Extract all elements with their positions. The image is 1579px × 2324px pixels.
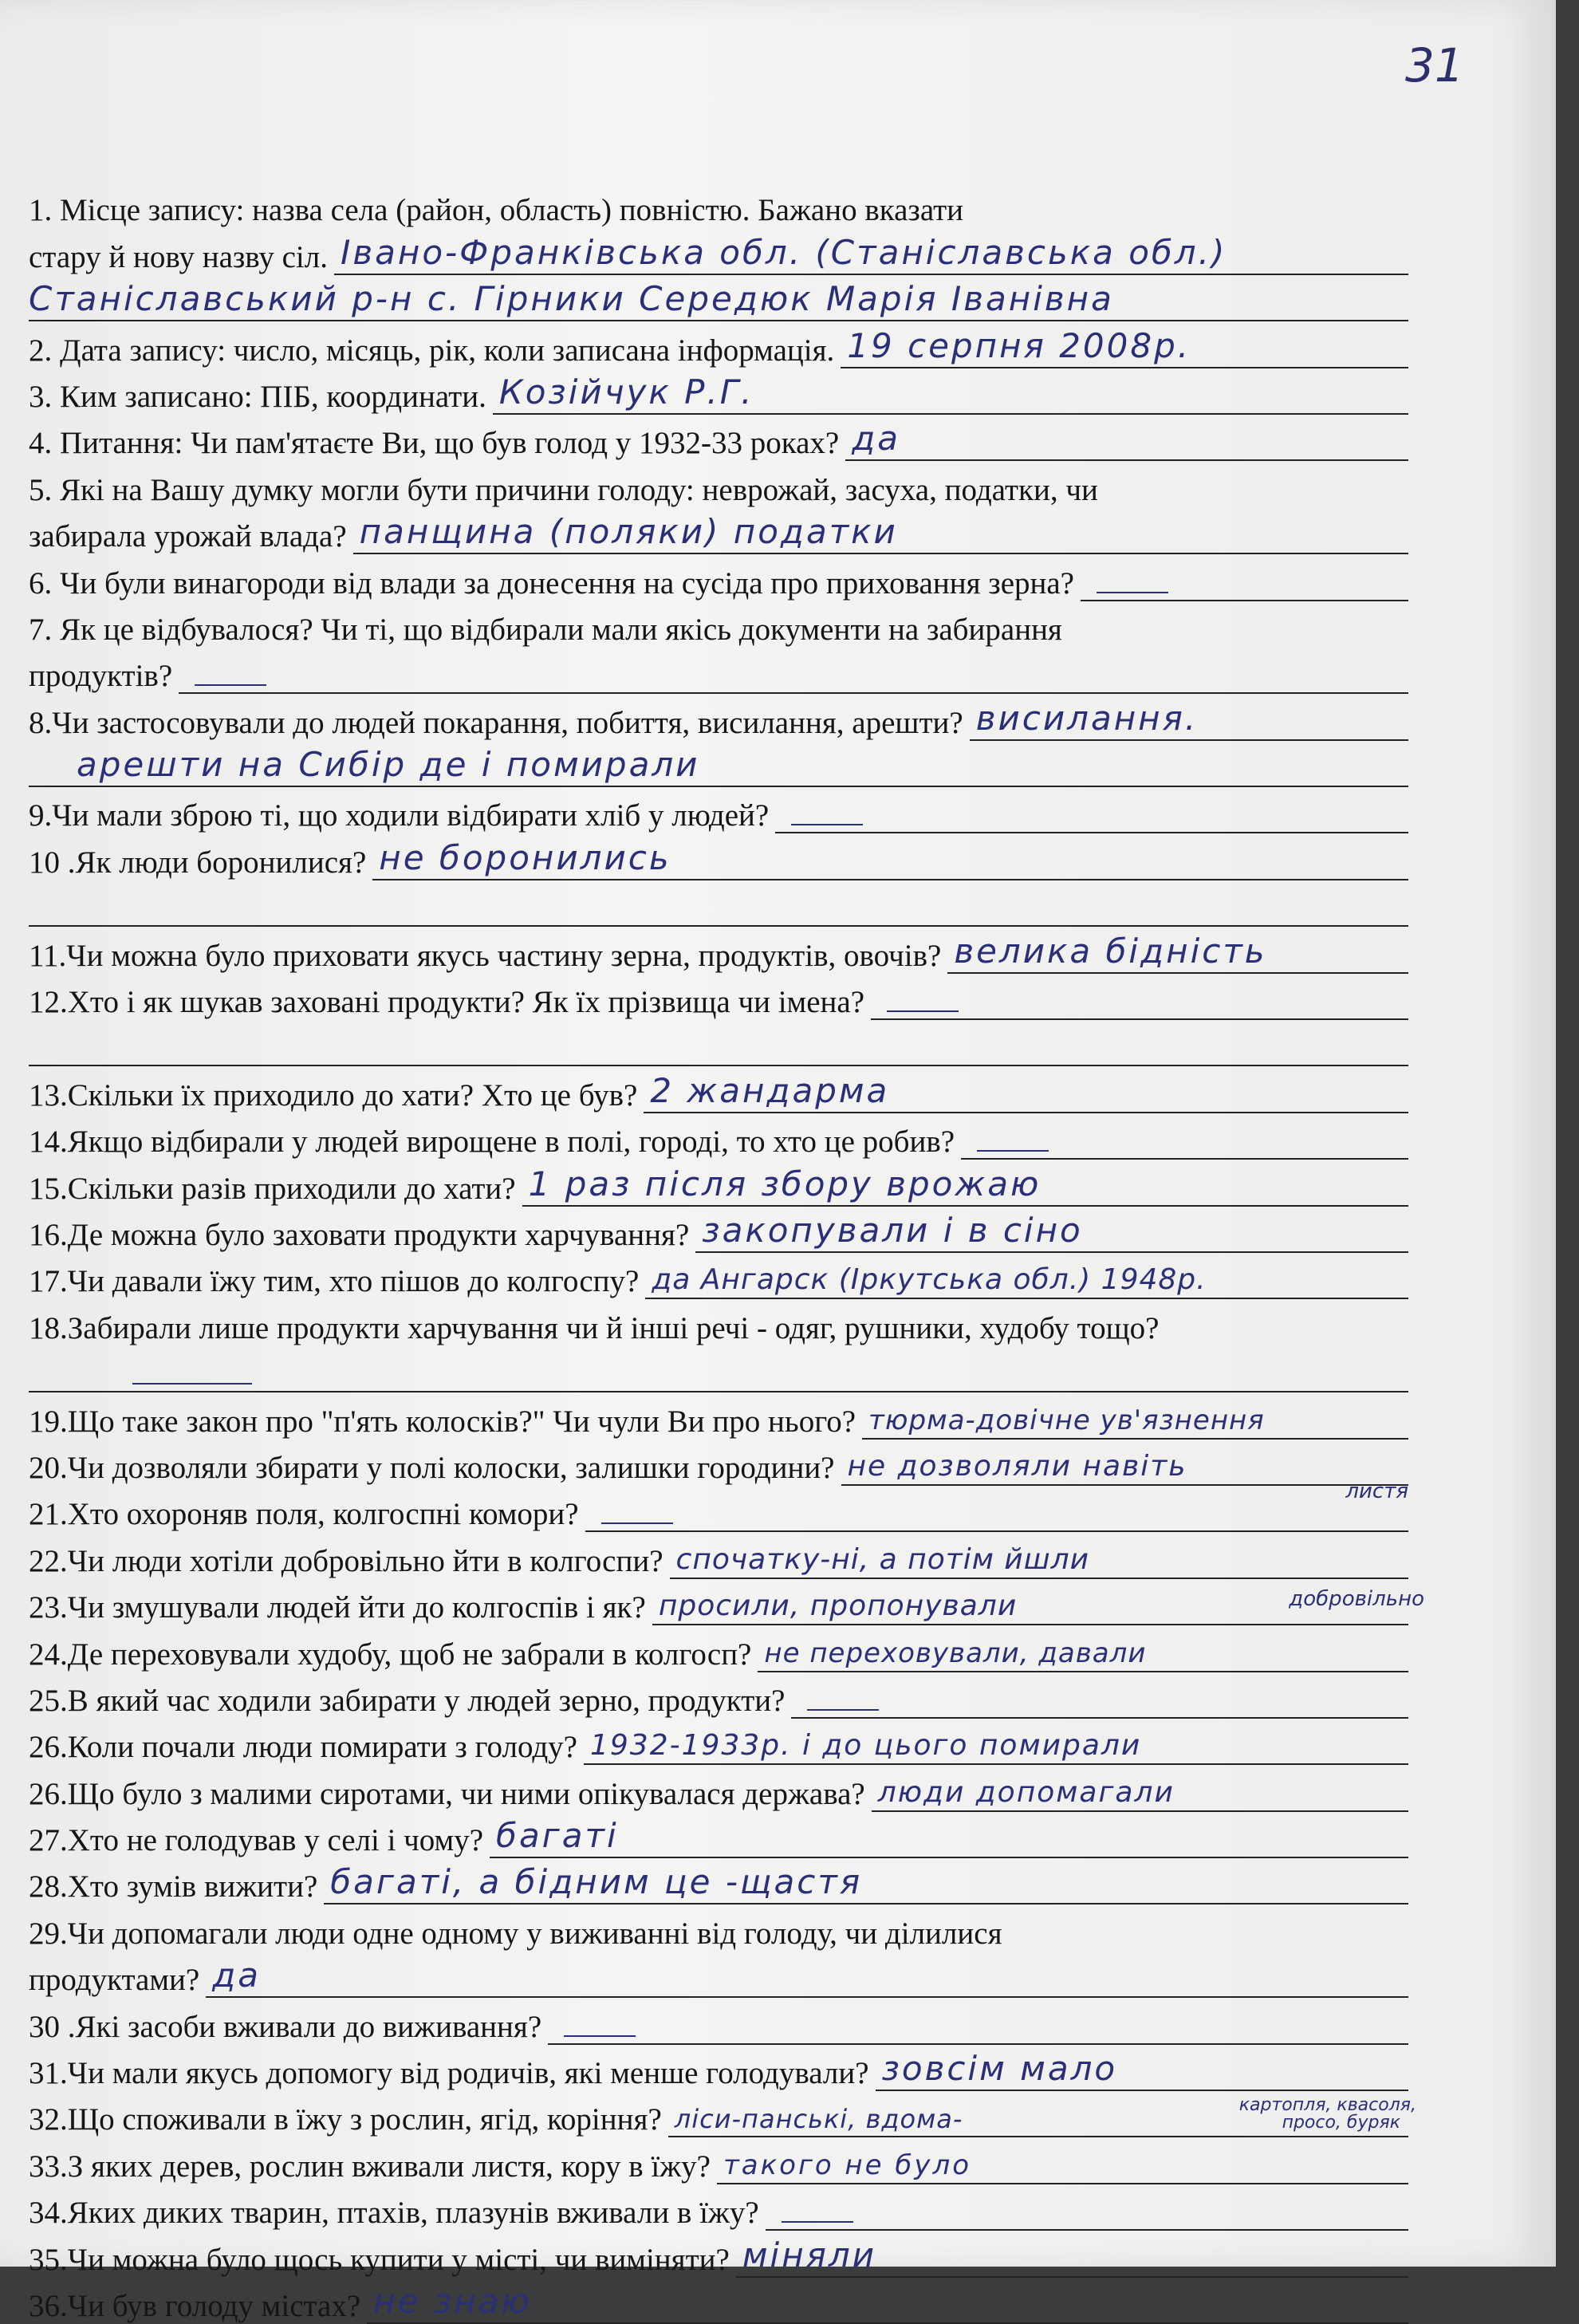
q27-label: 27.Хто не голодував у селі і чому? xyxy=(29,1823,484,1858)
q12-blank-line[interactable] xyxy=(29,1033,1408,1066)
q25-answer-dash xyxy=(807,1709,879,1711)
q5-row-a xyxy=(29,461,1408,507)
q24-row xyxy=(29,1625,1408,1672)
q8-answer-b: арешти на Сибір де і помирали xyxy=(77,745,700,785)
q36-label: 36.Чи був голоду містах? xyxy=(29,2288,361,2323)
q15-answer-line[interactable] xyxy=(522,1164,1408,1207)
q23-answer-extra: добровільно xyxy=(1289,1587,1424,1612)
q8-row xyxy=(29,694,1408,740)
q1-label-a: 1. Місце запису: назва села (район, область) повністю. Бажано вказати xyxy=(29,193,964,228)
q31-label: 31.Чи мали якусь допомогу від родичів, які менше голодували? xyxy=(29,2056,869,2091)
q16-answer: закопували і в сіно xyxy=(702,1210,1083,1250)
q12-answer-line[interactable] xyxy=(871,987,1408,1020)
q20-label: 20.Чи дозволяли збирати у полі колоски, залишки городини? xyxy=(29,1450,835,1485)
q16-row xyxy=(29,1207,1408,1253)
q21-row xyxy=(29,1486,1408,1532)
q10-answer: не боронились xyxy=(379,837,671,877)
q33-answer: такого не було xyxy=(723,2149,972,2181)
q7-label-a: 7. Як це відбувалося? Чи ті, що відбирали мали якісь документи на забирання xyxy=(29,612,1062,647)
q32-row xyxy=(29,2091,1416,2137)
q27-row xyxy=(29,1812,1408,1858)
q3-row xyxy=(29,368,1408,415)
q30-answer-line[interactable] xyxy=(548,2011,1408,2045)
q8-answer-a: висилання. xyxy=(975,698,1199,738)
q34-row xyxy=(29,2184,1408,2231)
q31-answer-line[interactable] xyxy=(876,2049,1408,2091)
q10-blank-line[interactable] xyxy=(29,893,1408,927)
q8-row-b xyxy=(29,741,1408,787)
q25-answer-line[interactable] xyxy=(791,1685,1408,1719)
q20-answer-line[interactable] xyxy=(841,1449,1409,1503)
q3-answer-line[interactable] xyxy=(493,372,1408,415)
q23-row xyxy=(29,1579,1424,1625)
q35-row xyxy=(29,2231,1408,2277)
q17-label: 17.Чи давали їжу тим, хто пішов до колгоспу? xyxy=(29,1264,640,1299)
q7-row-a xyxy=(29,601,1408,648)
q6-row xyxy=(29,554,1408,601)
q1-row-c xyxy=(29,275,1408,321)
q15-row xyxy=(29,1160,1408,1206)
q35-answer: міняли xyxy=(742,2235,877,2275)
q29-row-b xyxy=(29,1952,1408,1998)
q32-answer-extra-b: просо, буряк xyxy=(1282,2113,1400,2133)
q20-answer: не дозволяли навіть xyxy=(847,1449,1187,1483)
q19-row xyxy=(29,1392,1408,1439)
q36-row xyxy=(29,2278,1408,2324)
q3-answer: Козійчук Р.Г. xyxy=(498,372,754,412)
q11-answer-line[interactable] xyxy=(947,931,1408,974)
q21-answer-dash xyxy=(601,1522,673,1524)
q11-row xyxy=(29,927,1408,973)
q14-row xyxy=(29,1113,1408,1160)
q13-label: 13.Скільки їх приходило до хати? Хто це був? xyxy=(29,1077,638,1113)
q26b-answer-line[interactable] xyxy=(872,1775,1408,1812)
q31-answer: зовсім мало xyxy=(881,2049,1118,2089)
q18-label: 18.Забирали лише продукти харчування чи й інші речі - одяг, рушники, худобу тощо? xyxy=(29,1310,1160,1345)
q33-row xyxy=(29,2137,1408,2184)
q28-answer: багаті, а бідним це -щастя xyxy=(330,1862,863,1902)
q2-label: 2. Дата запису: число, місяць, рік, коли записана інформація. xyxy=(29,333,835,368)
q19-answer: тюрма-довічне ув'язнення xyxy=(868,1404,1265,1436)
q14-label: 14.Якщо відбирали у людей вирощене в полі, городі, то хто це робив? xyxy=(29,1125,955,1160)
q23-answer-line[interactable] xyxy=(652,1587,1424,1625)
q17-row xyxy=(29,1253,1408,1299)
q5-answer-line[interactable] xyxy=(353,512,1408,554)
q29-row-a xyxy=(29,1904,1408,1951)
q9-answer-line[interactable] xyxy=(775,800,1408,833)
q12-label: 12.Хто і як шукав заховані продукти? Як їх прізвища чи імена? xyxy=(29,985,865,1020)
q29-answer: да xyxy=(212,1956,261,1995)
q4-label: 4. Питання: Чи пам'ятаєте Ви, що був голод у 1932-33 роках? xyxy=(29,426,840,461)
q4-row xyxy=(29,415,1408,461)
q7-answer-dash xyxy=(195,684,266,686)
q11-label: 11.Чи можна було приховати якусь частину зерна, продуктів, овочів? xyxy=(29,938,942,973)
q1-answer-line-a[interactable] xyxy=(334,232,1408,275)
q18-answer-row xyxy=(29,1346,1408,1392)
q29-label-b: продуктами? xyxy=(29,1963,200,1998)
q33-answer-line[interactable] xyxy=(717,2151,1408,2184)
q31-row xyxy=(29,2045,1408,2091)
q1-answer-b: Станіславський р-н с. Гірники Середюк Марія Іванівна xyxy=(29,279,1114,319)
q14-answer-dash xyxy=(977,1150,1049,1152)
q35-label: 35.Чи можна було щось купити у місті, чи виміняти? xyxy=(29,2242,730,2277)
q25-row xyxy=(29,1672,1408,1719)
q21-answer-line[interactable] xyxy=(585,1499,1408,1532)
q29-answer-line[interactable] xyxy=(206,1956,1408,1998)
q34-answer-dash xyxy=(782,2221,853,2223)
q9-answer-dash xyxy=(791,824,863,825)
q35-answer-line[interactable] xyxy=(736,2235,1408,2278)
q32-label: 32.Що споживали в їжу з рослин, ягід, коріння? xyxy=(29,2102,662,2137)
q26b-row xyxy=(29,1765,1408,1811)
q26b-label: 26.Що було з малими сиротами, чи ними опікувалася держава? xyxy=(29,1776,865,1811)
q13-row xyxy=(29,1066,1408,1113)
q1-row-b xyxy=(29,228,1408,274)
q18-answer-dash xyxy=(132,1383,252,1385)
q10-extra-line xyxy=(29,880,1408,927)
q15-answer: 1 раз після збору врожаю xyxy=(528,1164,1042,1203)
q32-answer-line[interactable] xyxy=(668,2095,1416,2137)
q1-answer-line-b[interactable] xyxy=(29,279,1408,321)
q10-label: 10 .Як люди боронилися? xyxy=(29,845,367,880)
q29-label-a: 29.Чи допомагали люди одне одному у виживанні від голоду, чи ділилися xyxy=(29,1916,1002,1951)
q1-label-b: стару й нову назву сіл. xyxy=(29,239,328,274)
q16-label: 16.Де можна було заховати продукти харчування? xyxy=(29,1217,690,1252)
q23-answer: просили, пропонували xyxy=(658,1589,1018,1623)
q12-row xyxy=(29,974,1408,1020)
q1-row-a xyxy=(29,182,1408,228)
q18-answer-line[interactable] xyxy=(29,1359,1408,1392)
q5-label-b: забирала урожай влада? xyxy=(29,519,347,554)
q9-row xyxy=(29,787,1408,833)
q12-answer-dash xyxy=(887,1010,959,1012)
q12-extra-line xyxy=(29,1020,1408,1066)
q8-label: 8.Чи застосовували до людей покарання, побиття, висилання, арешти? xyxy=(29,705,963,740)
q15-label: 15.Скільки разів приходили до хати? xyxy=(29,1171,516,1206)
q17-answer: да Ангарск (Іркутська обл.) 1948р. xyxy=(652,1263,1207,1297)
q13-answer: 2 жандарма xyxy=(650,1070,890,1110)
q22-label: 22.Чи люди хотіли добровільно йти в колгоспи? xyxy=(29,1543,663,1578)
q3-label: 3. Ким записано: ПІБ, координати. xyxy=(29,379,486,414)
q10-answer-line[interactable] xyxy=(372,837,1408,880)
q22-answer: спочатку-ні, а потім йшли xyxy=(675,1542,1090,1576)
q21-label: 21.Хто охороняв поля, колгоспні комори? xyxy=(29,1497,579,1532)
q7-row-b xyxy=(29,648,1408,694)
q7-answer-line[interactable] xyxy=(179,660,1408,694)
q33-label: 33.З яких дерев, рослин вживали листя, кору в їжу? xyxy=(29,2149,711,2184)
q17-answer-line[interactable] xyxy=(645,1263,1408,1299)
q4-answer-line[interactable] xyxy=(845,419,1408,461)
q28-row xyxy=(29,1858,1408,1904)
q24-answer: не переховували, давали xyxy=(764,1637,1147,1669)
q27-answer: багаті xyxy=(496,1816,619,1856)
q5-row-b xyxy=(29,508,1408,554)
q22-row xyxy=(29,1532,1408,1578)
q14-answer-line[interactable] xyxy=(961,1126,1408,1160)
q36-answer-line[interactable] xyxy=(367,2281,1408,2324)
q7-label-b: продуктів? xyxy=(29,659,173,694)
q26b-answer: люди допомагали xyxy=(877,1775,1175,1809)
q5-answer: панщина (поляки) податки xyxy=(359,512,898,552)
q18-row xyxy=(29,1299,1408,1345)
page-number: 31 xyxy=(1405,38,1464,93)
q34-label: 34.Яких диких тварин, птахів, плазунів вживали в їжу? xyxy=(29,2196,759,2231)
q26a-answer-line[interactable] xyxy=(584,1731,1408,1765)
q28-answer-line[interactable] xyxy=(324,1862,1408,1904)
q36-answer: не знаю xyxy=(373,2281,532,2321)
q8-answer-line-a[interactable] xyxy=(970,698,1408,741)
q2-row xyxy=(29,321,1408,368)
q8-answer-line-b[interactable] xyxy=(29,745,1408,787)
q27-answer-line[interactable] xyxy=(490,1816,1408,1858)
q32-answer-extra-a: картопля, квасоля, xyxy=(1238,2095,1416,2116)
q30-label: 30 .Які засоби вживали до виживання? xyxy=(29,2009,542,2044)
q26a-label: 26.Коли почали люди помирати з голоду? xyxy=(29,1730,577,1765)
q9-label: 9.Чи мали зброю ті, що ходили відбирати хліб у людей? xyxy=(29,798,770,833)
questionnaire xyxy=(29,182,1424,2324)
q28-label: 28.Хто зумів вижити? xyxy=(29,1869,318,1904)
q34-answer-line[interactable] xyxy=(766,2197,1408,2231)
q30-row xyxy=(29,1998,1408,2044)
q26a-row xyxy=(29,1719,1408,1765)
q20-row xyxy=(29,1440,1408,1503)
q19-label: 19.Що таке закон про "п'ять колосків?" Чи чули Ви про нього? xyxy=(29,1404,856,1439)
q26a-answer: 1932-1933р. і до цього помирали xyxy=(589,1729,1142,1763)
q2-answer-line[interactable] xyxy=(841,325,1408,368)
q24-answer-line[interactable] xyxy=(758,1639,1408,1672)
q6-answer-line[interactable] xyxy=(1081,568,1408,601)
q25-label: 25.В який час ходили забирати у людей зерно, продукти? xyxy=(29,1683,786,1718)
q10-row xyxy=(29,833,1408,880)
q32-answer: ліси-панські, вдома- xyxy=(674,2104,963,2135)
q20-answer-extra: листя xyxy=(1345,1479,1408,1503)
q24-label: 24.Де переховували худобу, щоб не забрали в колгосп? xyxy=(29,1637,752,1672)
q1-answer-a: Івано-Франківська обл. (Станіславська обл.) xyxy=(340,232,1227,272)
q16-answer-line[interactable] xyxy=(695,1210,1408,1253)
q13-answer-line[interactable] xyxy=(644,1070,1408,1113)
q4-answer: да xyxy=(852,419,900,459)
q6-label: 6. Чи були винагороди від влади за донесення на сусіда про приховання зерна? xyxy=(29,565,1074,601)
q6-answer-dash xyxy=(1097,592,1168,593)
q11-answer: велика бідність xyxy=(954,931,1267,971)
q30-answer-dash xyxy=(564,2035,636,2037)
q5-label-a: 5. Які на Вашу думку могли бути причини голоду: неврожай, засуха, податки, чи xyxy=(29,472,1098,507)
q22-answer-line[interactable] xyxy=(670,1542,1408,1579)
q2-answer: 19 серпня 2008р. xyxy=(847,325,1191,365)
q19-answer-line[interactable] xyxy=(862,1406,1408,1440)
q23-label: 23.Чи змушували людей йти до колгоспів і як? xyxy=(29,1590,646,1625)
